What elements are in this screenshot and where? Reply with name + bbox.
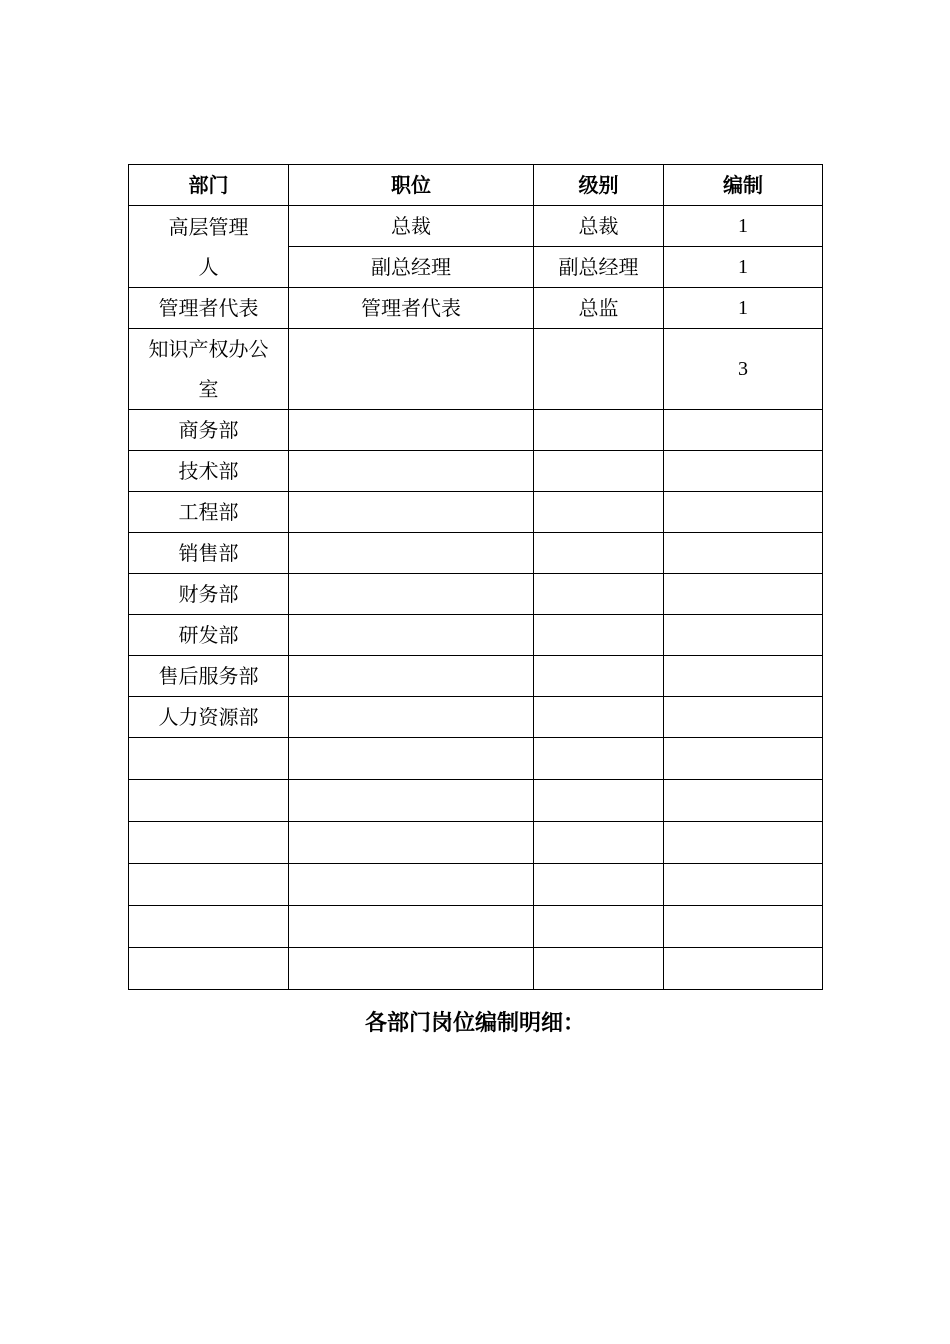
empty-cell — [534, 822, 664, 864]
dept-cell: 研发部 — [129, 615, 289, 656]
headcount-cell — [664, 615, 823, 656]
level-cell — [534, 615, 664, 656]
table-row — [129, 533, 823, 574]
level-cell: 副总经理 — [534, 247, 664, 288]
empty-cell — [289, 948, 534, 990]
dept-label-line2: 室 — [198, 377, 219, 401]
empty-cell — [534, 948, 664, 990]
headcount-cell — [664, 574, 823, 615]
empty-table-row — [129, 906, 823, 948]
table-row — [129, 288, 823, 329]
dept-cell-ip-office — [129, 329, 289, 410]
table-row — [129, 492, 823, 533]
dept-cell: 工程部 — [129, 492, 289, 533]
header-level: 级别 — [534, 165, 664, 206]
position-cell — [289, 492, 534, 533]
empty-cell — [664, 822, 823, 864]
dept-cell: 管理者代表 — [129, 288, 289, 329]
empty-cell — [534, 864, 664, 906]
table-row — [129, 206, 823, 247]
dept-cell: 销售部 — [129, 533, 289, 574]
level-cell — [534, 574, 664, 615]
position-cell — [289, 410, 534, 451]
dept-cell-senior-management — [129, 206, 289, 288]
dept-cell: 商务部 — [129, 410, 289, 451]
empty-cell — [129, 864, 289, 906]
headcount-cell — [664, 656, 823, 697]
empty-table-row — [129, 738, 823, 780]
headcount-cell: 3 — [664, 329, 823, 410]
table-row — [129, 574, 823, 615]
header-headcount: 编制 — [664, 165, 823, 206]
headcount-cell — [664, 410, 823, 451]
level-cell — [534, 329, 664, 410]
position-cell — [289, 615, 534, 656]
header-position: 职位 — [289, 165, 534, 206]
position-cell — [289, 574, 534, 615]
dept-cell: 财务部 — [129, 574, 289, 615]
level-cell — [534, 451, 664, 492]
headcount-cell: 1 — [664, 247, 823, 288]
dept-label-line2: 人 — [198, 254, 219, 279]
table-row — [129, 410, 823, 451]
empty-cell — [289, 864, 534, 906]
headcount-cell — [664, 492, 823, 533]
level-cell: 总裁 — [534, 206, 664, 247]
empty-cell — [289, 738, 534, 780]
position-cell — [289, 697, 534, 738]
position-cell — [289, 329, 534, 410]
empty-table-row — [129, 780, 823, 822]
dept-cell: 人力资源部 — [129, 697, 289, 738]
section-heading: 各部门岗位编制明细： — [364, 1011, 585, 1036]
empty-cell — [289, 906, 534, 948]
empty-cell — [129, 822, 289, 864]
position-cell — [289, 533, 534, 574]
empty-cell — [664, 864, 823, 906]
table-row — [129, 656, 823, 697]
level-cell: 总监 — [534, 288, 664, 329]
headcount-cell — [664, 451, 823, 492]
empty-cell — [129, 906, 289, 948]
position-cell: 管理者代表 — [289, 288, 534, 329]
level-cell — [534, 410, 664, 451]
dept-cell: 技术部 — [129, 451, 289, 492]
level-cell — [534, 533, 664, 574]
level-cell — [534, 656, 664, 697]
position-cell — [289, 656, 534, 697]
headcount-cell — [664, 697, 823, 738]
dept-cell: 售后服务部 — [129, 656, 289, 697]
headcount-cell: 1 — [664, 206, 823, 247]
empty-cell — [664, 780, 823, 822]
table-header-row — [129, 165, 823, 206]
empty-cell — [129, 780, 289, 822]
header-department: 部门 — [129, 165, 289, 206]
position-cell: 副总经理 — [289, 247, 534, 288]
table-row — [129, 615, 823, 656]
table-row — [129, 329, 823, 410]
table-row — [129, 451, 823, 492]
level-cell — [534, 697, 664, 738]
dept-label-line1: 高层管理 — [168, 214, 249, 239]
position-cell: 总裁 — [289, 206, 534, 247]
level-cell — [534, 492, 664, 533]
table-row — [129, 697, 823, 738]
empty-cell — [664, 948, 823, 990]
empty-cell — [664, 906, 823, 948]
empty-table-row — [129, 864, 823, 906]
empty-cell — [664, 738, 823, 780]
staffing-table — [128, 164, 823, 990]
empty-cell — [534, 780, 664, 822]
empty-cell — [534, 906, 664, 948]
empty-cell — [289, 822, 534, 864]
empty-cell — [129, 948, 289, 990]
empty-cell — [534, 738, 664, 780]
headcount-cell: 1 — [664, 288, 823, 329]
empty-table-row — [129, 822, 823, 864]
empty-table-row — [129, 948, 823, 990]
position-cell — [289, 451, 534, 492]
empty-cell — [129, 738, 289, 780]
empty-cell — [289, 780, 534, 822]
headcount-cell — [664, 533, 823, 574]
dept-label-line1: 知识产权办公 — [148, 337, 269, 361]
